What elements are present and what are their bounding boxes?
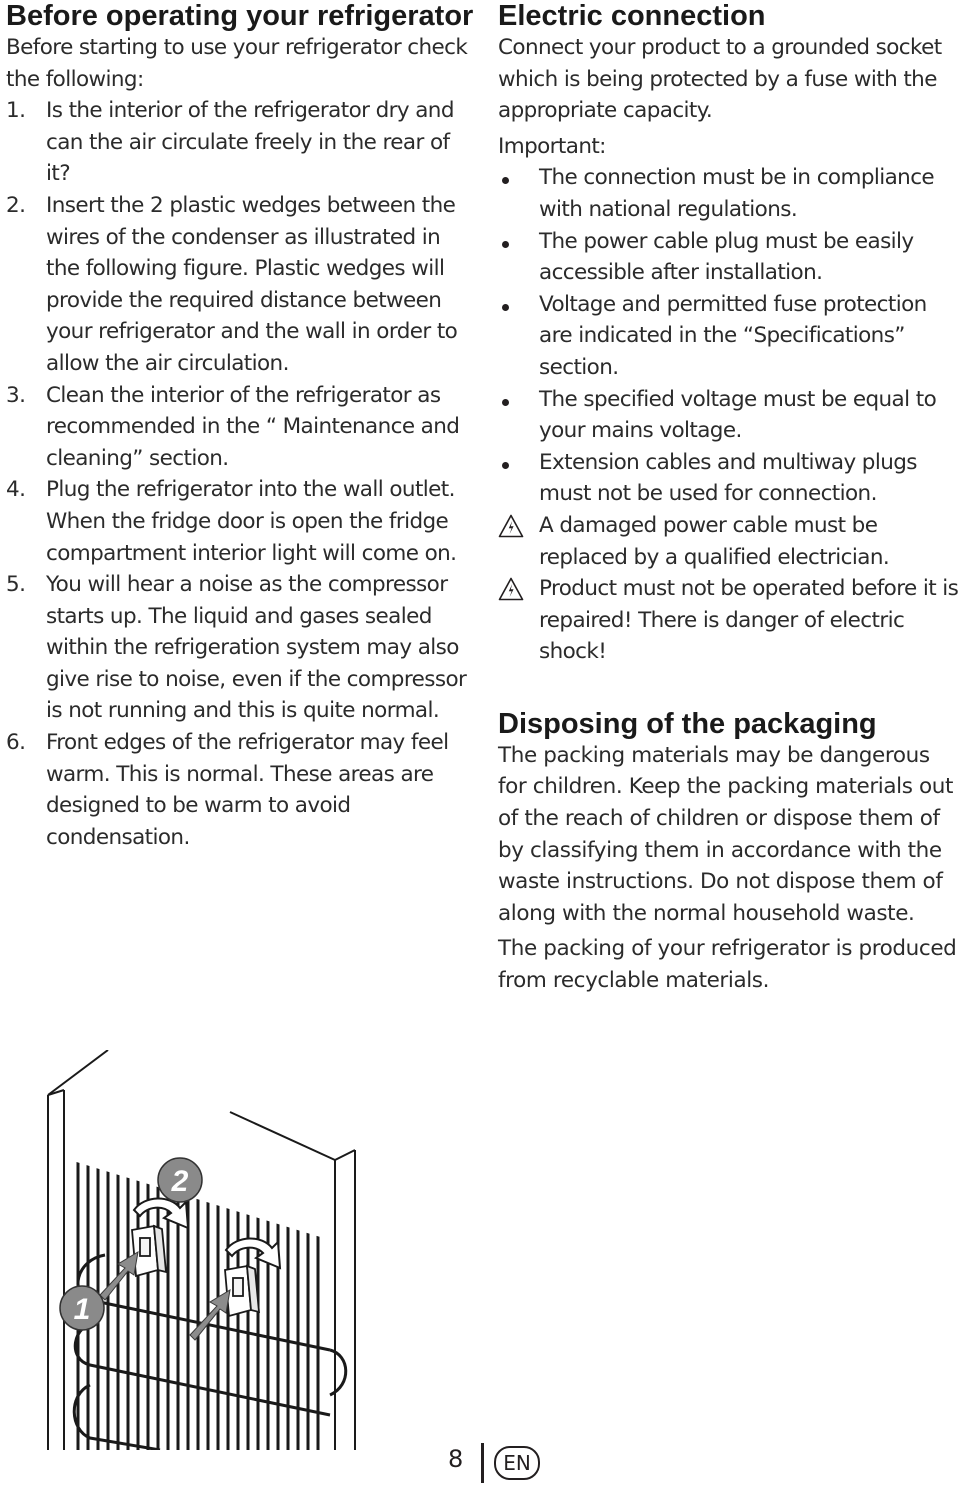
electric-connection-intro: Connect your product to a grounded socket which is being protected by a fuse with the appropriate capacity. (498, 35, 942, 124)
electric-hazard-icon (498, 577, 524, 601)
page-number: 8 (448, 1445, 464, 1473)
electric-requirements-list (498, 162, 960, 668)
step-text: Is the interior of the refrigerator dry and can the air circulate freely in the rear of it? (46, 98, 454, 187)
bullet-text: The specified voltage must be equal to your mains voltage. (539, 386, 937, 444)
bullet-icon (502, 399, 509, 406)
bullet-icon (502, 304, 509, 311)
list-item (498, 384, 960, 447)
steps-list (6, 95, 474, 853)
step-text: Clean the interior of the refrigerator as recommended in the “ Maintenance and cleaning” section. (46, 382, 460, 471)
footer-divider (481, 1443, 484, 1483)
bullet-text: Voltage and permitted fuse protection are indicated in the “Specifications” section. (539, 291, 927, 380)
left-column (6, 0, 474, 853)
callout-badge-1 (60, 1286, 104, 1330)
bullet-text: The power cable plug must be easily accessible after installation. (539, 228, 914, 286)
warning-text: Product must not be operated before it is repaired! There is danger of electric shock! (539, 576, 959, 665)
step-number: 6. (6, 730, 26, 756)
step-number: 3. (6, 382, 26, 408)
list-item (498, 289, 960, 384)
important-label: Important: (498, 133, 606, 159)
list-item (6, 190, 474, 380)
condenser-wedge-illustration (30, 1050, 430, 1450)
disposal-paragraph-2: The packing of your refrigerator is produced from recyclable materials. (498, 936, 957, 994)
plastic-wedge (132, 1226, 166, 1276)
section-title-before-operating: Before operating your refrigerator (6, 0, 474, 32)
step-number: 4. (6, 477, 26, 503)
before-operating-intro: Before starting to use your refrigerator check the following: (6, 35, 468, 92)
list-item (6, 95, 474, 190)
step-text: Insert the 2 plastic wedges between the wires of the condenser as illustrated in the following figure. Plastic wedges will provide the required distance between your refrigerator and the wall in order to allow the air circulation. (46, 192, 458, 376)
electric-hazard-icon (498, 514, 524, 538)
callout-label: 2 (171, 1165, 189, 1198)
list-item (6, 380, 474, 475)
section-title-disposing-packaging: Disposing of the packaging (498, 707, 877, 740)
step-text: Front edges of the refrigerator may feel warm. This is normal. These areas are designed to be warm to avoid condensation. (46, 730, 449, 850)
step-text: You will hear a noise as the compressor starts up. The liquid and gases sealed within the refrigeration system may also give rise to noise, even if the compressor is not running and this is quite normal. (46, 572, 467, 724)
list-item (6, 727, 474, 853)
bullet-icon (502, 241, 509, 248)
right-column (498, 0, 960, 997)
step-number: 2. (6, 192, 26, 218)
list-item (498, 510, 960, 573)
list-item (498, 447, 960, 510)
section-title-electric-connection: Electric connection (498, 0, 766, 32)
list-item (498, 573, 960, 668)
callout-badge-2 (158, 1158, 202, 1202)
bullet-text: Extension cables and multiway plugs must not be used for connection. (539, 449, 917, 507)
bullet-icon (502, 462, 509, 469)
bullet-icon (502, 177, 509, 184)
bullet-text: The connection must be in compliance with national regulations. (539, 165, 935, 222)
disposal-paragraph-1: The packing materials may be dangerous for children. Keep the packing materials out of the reach of children or dispose them of by classifying them in accordance with the waste instructions. Do not dispose them of along with the normal household waste. (498, 742, 953, 926)
list-item (498, 226, 960, 289)
step-text: Plug the refrigerator into the wall outlet. When the fridge door is open the fridge compartment interior light will come on. (46, 477, 457, 566)
step-number: 5. (6, 572, 26, 598)
list-item (6, 474, 474, 569)
step-number: 1. (6, 98, 26, 124)
callout-label: 1 (73, 1293, 91, 1326)
warning-text: A damaged power cable must be replaced by a qualified electrician. (539, 512, 890, 570)
list-item (498, 162, 960, 225)
list-item (6, 569, 474, 727)
language-badge: EN (494, 1446, 540, 1480)
